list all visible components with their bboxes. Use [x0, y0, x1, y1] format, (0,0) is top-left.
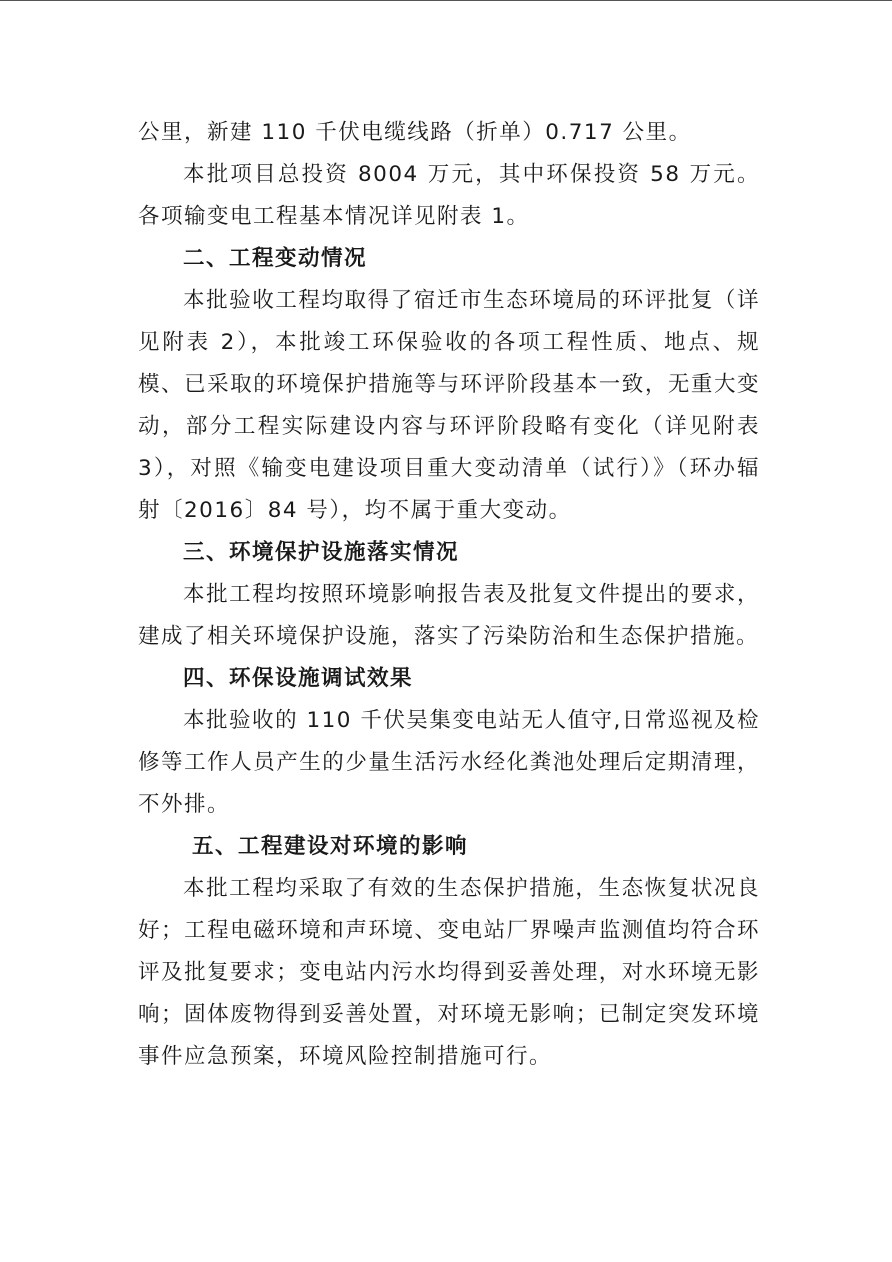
section-heading-environmental-impact: 五、工程建设对环境的影响 [192, 834, 469, 859]
section-heading-protection-facilities: 三、环境保护设施落实情况 [183, 540, 460, 565]
section-body-debugging-results: 本批验收的 110 千伏吴集变电站无人值守,日常巡视及检修等工作人员产生的少量生活污水经化粪池处理后定期清理，不外排。 [138, 708, 760, 817]
section-body-changes: 本批验收工程均取得了宿迁市生态环境局的环评批复（详见附表 2），本批竣工环保验收的各项工程性质、地点、规模、已采取的环境保护措施等与环评阶段基本一致，无重大变动，部分工程实际建设内容与环评阶段略有变化（详见附表 3），对照《输变电建设项目重大变动清单（试行）》（环办辐射〔2016〕84 号），均不属于重大变动。 [138, 288, 760, 523]
section-heading-changes: 二、工程变动情况 [183, 246, 368, 271]
section-body-environmental-impact: 本批工程均采取了有效的生态保护措施，生态恢复状况良好；工程电磁环境和声环境、变电站厂界噪声监测值均符合环评及批复要求；变电站内污水均得到妥善处理，对水环境无影响；固体废物得到妥善处置，对环境无影响；已制定突发环境事件应急预案，环境风险控制措施可行。 [138, 876, 760, 1069]
page-top-border [0, 0, 892, 1]
section-body-protection-facilities: 本批工程均按照环境影响报告表及批复文件提出的要求，建成了相关环境保护设施，落实了污染防治和生态保护措施。 [138, 582, 760, 649]
section-heading-debugging-results: 四、环保设施调试效果 [183, 666, 414, 691]
intro-paragraph-tail: 公里，新建 110 千伏电缆线路（折单）0.717 公里。 [138, 120, 692, 145]
investment-paragraph: 本批项目总投资 8004 万元，其中环保投资 58 万元。各项输变电工程基本情况详见附表 1。 [138, 162, 760, 229]
document-page [138, 112, 760, 1078]
